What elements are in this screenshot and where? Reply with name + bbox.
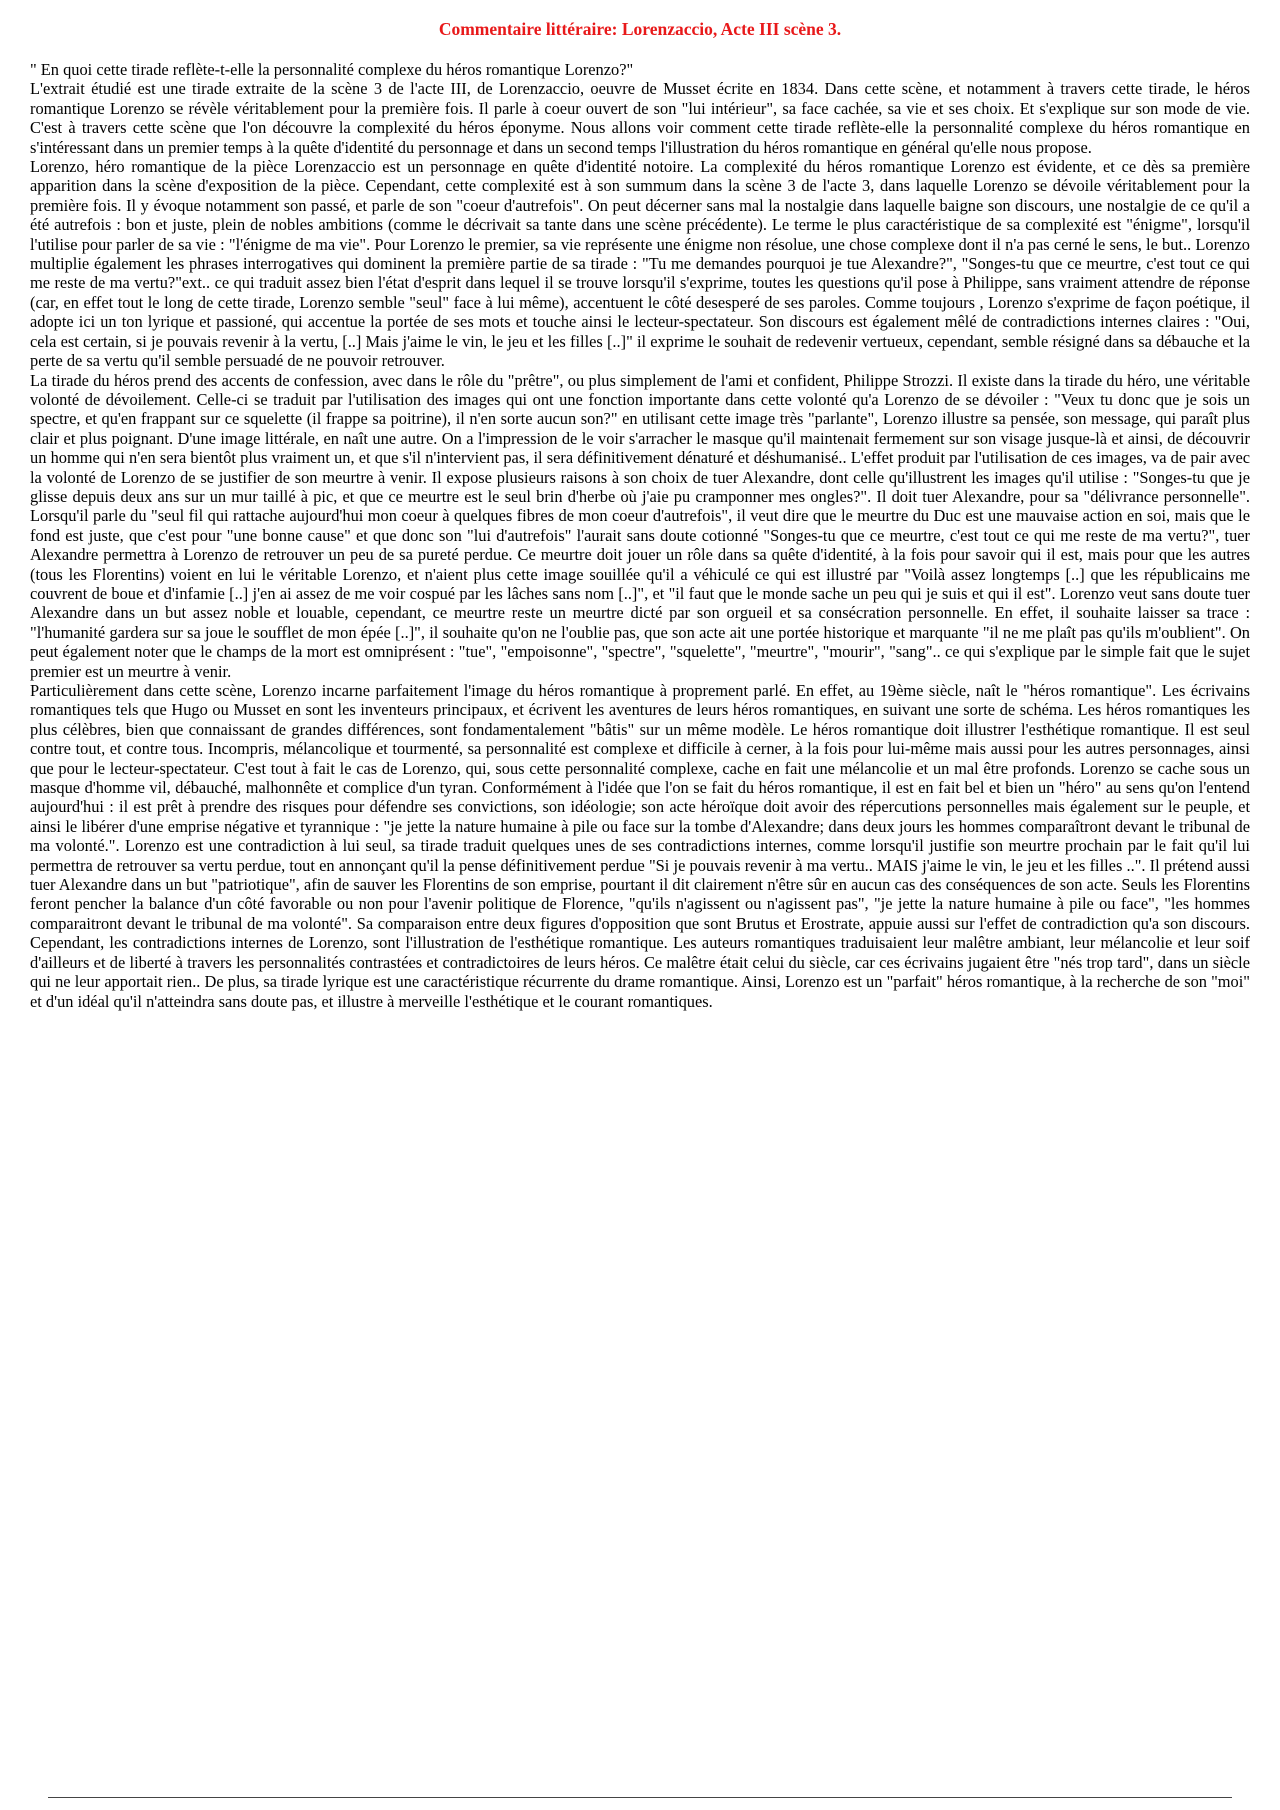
document-title: Commentaire littéraire: Lorenzaccio, Acte III scène 3. [438, 19, 842, 39]
paragraph-romantic-hero: Particulièrement dans cette scène, Lorenzo incarne parfaitement l'image du héros romantique à proprement parlé. En effet, au 19ème siècle, naît le "héros romantique". Les écrivains romantiques tels que Hugo ou Musset en sont les inventeurs principaux, et écrivent les aventures de leurs héros romantiques, en suivant une sorte de schéma. Les héros romantiques les plus célèbres, bien que connaissant de grandes différences, sont fondamentalement "bâtis" sur un même modèle. Le héros romantique doit illustrer l'esthétique romantique. Il est seul contre tout, et contre tous. Incompris, mélancolique et tourmenté, sa personnalité est complexe et difficile à cerner, à la fois pour lui-même mais aussi pour les autres personnages, ainsi que pour le lecteur-spectateur. C'est tout à fait le cas de Lorenzo, qui, sous cette personnalité complexe, cache en fait une mélancolie et un mal être profonds. Lorenzo se cache sous un masque d'homme vil, débauché, malhonnête et complice d'un tyran. Conformément à l'idée que l'on se fait du héros romantique, il est en fait bel et bien un "héro" au sens qu'on l'entend aujourd'hui : il est prêt à prendre des risques pour défendre ses convictions, son idéologie; son acte héroïque doit avoir des répercutions personnelles mais également sur le peuple, et ainsi le libérer d'une emprise négative et tyrannique : "je jette la nature humaine à pile ou face sur la tombe d'Alexandre; dans deux jours les hommes comparaîtront devant le tribunal de ma volonté.". Lorenzo est une contradiction à lui seul, sa tirade traduit quelques unes de ses contradictions internes, comme lorsqu'il justifie son meurtre prochain par le fait qu'il lui permettra de retrouver sa vertu perdue, tout en annonçant qu'il la pense définitivement perdue "Si je pouvais revenir à ma vertu.. MAIS j'aime le vin, le jeu et les filles ..". Il prétend aussi tuer Alexandre dans un but "patriotique", afin de sauver les Florentins de son emprise, pourtant il dit clairement n'être sûr en aucun cas des conséquences de son acte. Seuls les Florentins feront pencher la balance d'un côté favorable ou non pour l'avenir politique de Florence, "qu'ils n'agissent ou n'agissent pas", "je jette la nature humaine à pile ou face", "les hommes comparaitront devant le tribunal de ma volonté". Sa comparaison entre deux figures d'opposition que sont Brutus et Erostrate, appuie aussi sur l'effet de contradiction qu'a son discours. Cependant, les contradictions internes de Lorenzo, sont l'illustration de l'esthétique romantique. Les auteurs romantiques traduisaient leur malêtre ambiant, leur mélancolie et leur soif d'ailleurs et de liberté à travers les personnalités contrastées et contradictoires de leurs héros. Ce malêtre était celui du siècle, car ces écrivains jugaient être "nés trop tard", dans un siècle qui ne leur apportait rien.. De plus, sa tirade lyrique est une caractéristique récurrente du drame romantique. Ainsi, Lorenzo est un "parfait" héros romantique, à la recherche de son "moi" et d'un idéal qu'il n'atteindra sans doute pas, et illustre à merveille l'esthétique et le courant romantiques. [30, 681, 1250, 1011]
question-line: " En quoi cette tirade reflète-t-elle la personnalité complexe du héros romantique Lorenzo?" [30, 60, 634, 79]
paragraph-confession: La tirade du héros prend des accents de confession, avec dans le rôle du "prêtre", ou plus simplement de l'ami et confident, Philippe Strozzi. Il existe dans la tirade du héro, une véritable volonté de dévoilement. Celle-ci se traduit par l'utilisation des images qui ont une fonction importante dans cette volonté qu'a Lorenzo de se dévoiler : "Veux tu donc que je sois un spectre, et qu'en frappant sur ce squelette (il frappe sa poitrine), il n'en sorte aucun son?" en utilisant cette image très "parlante", Lorenzo illustre sa pensée, son message, qui paraît plus clair et plus poignant. D'une image littérale, en naît une autre. On a l'impression de le voir s'arracher le masque qu'il maintenait fermement sur son visage jusque-là et ainsi, de découvrir un homme qui n'en sera bientôt plus vraiment un, et que s'il n'intervient pas, il sera définitivement dénaturé et déshumanisé.. L'effet produit par l'utilisation de ces images, va de pair avec la volonté de Lorenzo de se justifier de son meurtre à venir. Il expose plusieurs raisons à son choix de tuer Alexandre, dont celle qu'illustrent les images qu'il utilise : "Songes-tu que je glisse depuis deux ans sur un mur taillé à pic, et que ce meurtre est le seul brin d'herbe où j'aie pu cramponner mes ongles?". Il doit tuer Alexandre, pour sa "délivrance personnelle". Lorsqu'il parle du "seul fil qui rattache aujourd'hui mon coeur à quelques fibres de mon coeur d'autrefois", il veut dire que le meurtre du Duc est une mauvaise action en soi, mais que le fond est juste, que c'est pour "une bonne cause" et que donc son "lui d'autrefois" l'aurait sans doute cotionné "Songes-tu que ce meurtre, c'est tout ce qui me reste de ma vertu?", tuer Alexandre permettra à Lorenzo de retrouver un peu de sa pureté perdue. Ce meurtre doit jouer un rôle dans sa quête d'identité, à la fois pour savoir qui il est, mais pour que les autres (tous les Florentins) voient en lui le véritable Lorenzo, et n'aient plus cette image souillée qu'il a véhiculé ce qui est illustré par "Voilà assez longtemps [..] que les républicains me couvrent de boue et d'infamie [..] j'en ai assez de me voir cospué par les lâches sans nom [..]", et "il faut que le monde sache un peu qui je suis et qui il est". Lorenzo veut sans doute tuer Alexandre dans un but assez noble et louable, cependant, ce meurtre reste un meurtre dicté par son orgueil et sa consécration personnelle. En effet, il souhaite laisser sa trace : "l'humanité gardera sur sa joue le soufflet de mon épée [..]", il souhaite qu'on ne l'oublie pas, que son acte ait une portée historique et marquante "il ne me plaît pas qu'ils m'oublient". On peut également noter que le champs de la mort est omniprésent : "tue", "empoisonne", "spectre", "squelette", "meurtre", "mourir", "sang".. ce qui s'explique par le simple fait que le sujet premier est un meurtre à venir. [30, 370, 1250, 681]
paragraph-identity-quest: Lorenzo, héro romantique de la pièce Lorenzaccio est un personnage en quête d'identité notoire. La complexité du héros romantique Lorenzo est évidente, et ce dès sa première apparition dans la scène d'exposition de la pièce. Cependant, cette complexité est à son summum dans la scène 3 de l'acte 3, dans laquelle Lorenzo se dévoile véritablement pour la première fois. Il y évoque notamment son passé, et parle de son "coeur d'autrefois". On peut décerner sans mal la nostalgie dans laquelle baigne son discours, une nostalgie de ce qu'il a été autrefois : bon et juste, plein de nobles ambitions (comme le décrivait sa tante dans une scène précédente). Le terme le plus caractéristique de sa complexité est "énigme", lorsqu'il l'utilise pour parler de sa vie : "l'énigme de ma vie". Pour Lorenzo le premier, sa vie représente une énigme non résolue, une chose complexe dont il n'a pas cerné le sens, le but.. Lorenzo multiplie également les phrases interrogatives qui dominent la première partie de sa tirade : "Tu me demandes pourquoi je tue Alexandre?", "Songes-tu que ce meurtre, c'est tout ce qui me reste de ma vertu?"ext.. ce qui traduit assez bien l'état d'esprit dans lequel il se trouve lorsqu'il s'exprime, toutes les questions qu'il pose à Philippe, sans vraiment attendre de réponse (car, en effet tout le long de cette tirade, Lorenzo semble "seul" face à lui même), accentuent le côté desesperé de ses paroles. Comme toujours , Lorenzo s'exprime de façon poétique, il adopte ici un ton lyrique et passioné, qui accentue la portée de ses mots et touche ainsi le lecteur-spectateur. Son discours est également mêlé de contradictions internes claires : "Oui, cela est certain, si je pouvais revenir à la vertu, [..] Mais j'aime le vin, le jeu et les filles [..]" il exprime le souhait de redevenir vertueux, cependant, semble résigné dans sa débauche et la perte de sa vertu qu'il semble persuadé de ne pouvoir retrouver. [30, 157, 1250, 371]
paragraph-introduction: L'extrait étudié est une tirade extraite de la scène 3 de l'acte III, de Lorenzaccio, oeuvre de Musset écrite en 1834. Dans cette scène, et notamment à travers cette tirade, le héros romantique Lorenzo se révèle véritablement pour la première fois. Il parle à coeur ouvert de son "lui intérieur", sa face cachée, sa vie et ses choix. Et s'explique sur son mode de vie. C'est à travers cette scène que l'on découvre la complexité du héros éponyme. Nous allons voir comment cette tirade reflète-elle la personnalité complexe du héros romantique en s'intéressant dans un premier temps à la quête d'identité du personnage et dans un second temps l'illustration du héros romantique en général qu'elle nous propose. [30, 79, 1250, 157]
document-body [30, 60, 1250, 1011]
footer-divider [48, 1797, 1232, 1798]
document-page [30, 18, 1250, 1011]
